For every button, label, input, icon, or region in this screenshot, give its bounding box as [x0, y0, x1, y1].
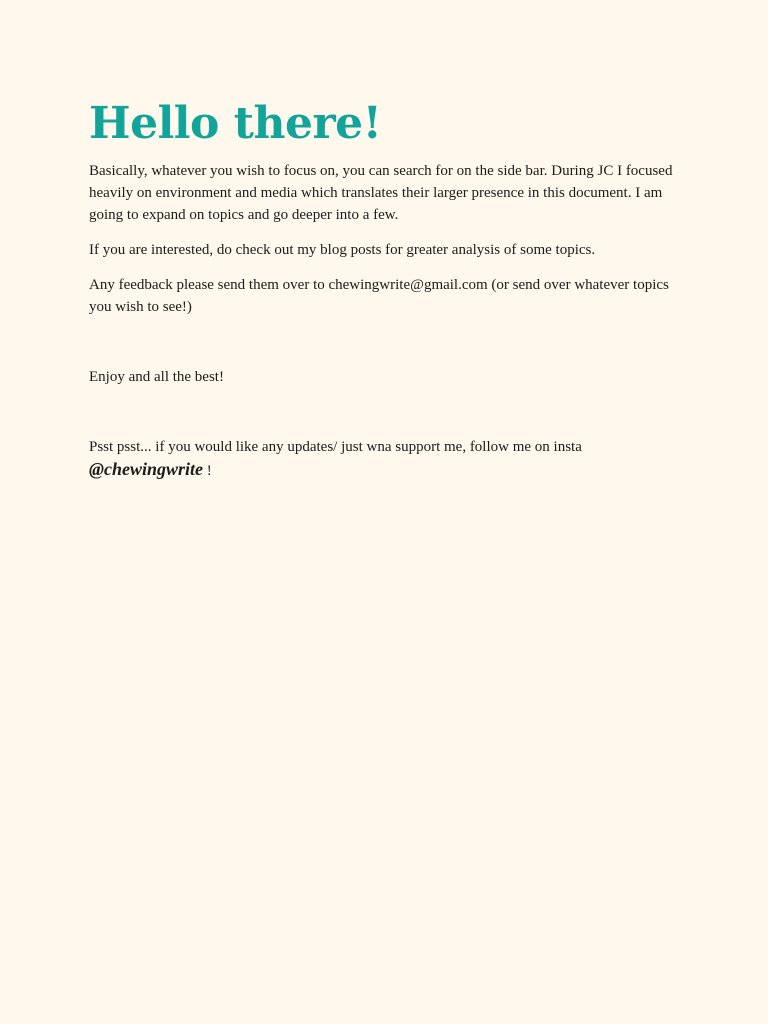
insta-suffix: !	[203, 463, 212, 479]
spacer	[89, 401, 689, 436]
psst-text: Psst psst... if you would like any updates/ just wna support me, follow me on insta	[89, 439, 582, 455]
document-page	[89, 96, 689, 482]
feedback-paragraph: Any feedback please send them over to chewingwrite@gmail.com (or send over whatever topics you wish to see!)	[89, 277, 669, 315]
blog-paragraph: If you are interested, do check out my blog posts for greater analysis of some topics.	[89, 242, 596, 258]
spacer	[89, 331, 689, 366]
enjoy-paragraph: Enjoy and all the best!	[89, 369, 224, 385]
intro-paragraph: Basically, whatever you wish to focus on, you can search for on the side bar. During JC I focused heavily on environment and media which translates their larger presence in this document. I am going to expand on topics and go deeper into a few.	[89, 163, 673, 223]
insta-handle: @chewingwrite	[89, 459, 203, 479]
page-title: Hello there!	[89, 98, 382, 149]
psst-paragraph	[89, 436, 689, 482]
